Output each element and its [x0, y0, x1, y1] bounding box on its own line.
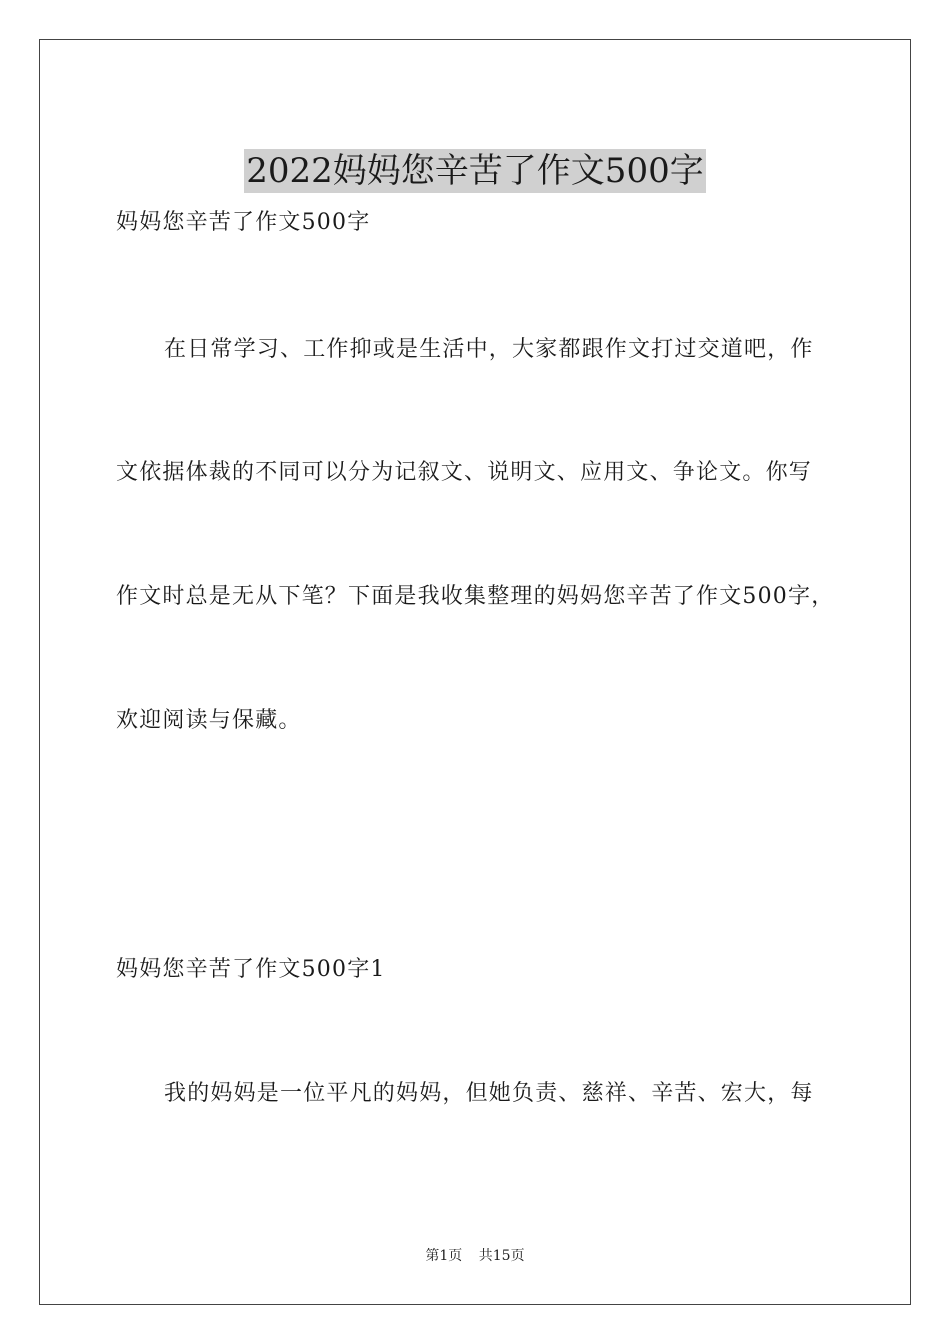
page-footer — [0, 1247, 950, 1265]
document-title: 2022妈妈您辛苦了作文500字 — [246, 150, 704, 191]
paragraph-line: 文依据体裁的不同可以分为记叙文、说明文、应用文、争论文。你写 — [116, 460, 813, 485]
document-subtitle: 妈妈您辛苦了作文500字 — [116, 210, 371, 235]
paragraph-line: 欢迎阅读与保藏。 — [116, 708, 302, 733]
section-heading: 妈妈您辛苦了作文500字1 — [116, 957, 386, 982]
title-container — [0, 126, 950, 216]
page-total: 共15页 — [478, 1248, 525, 1264]
page-number: 第1页 — [425, 1248, 463, 1264]
paragraph-line: 作文时总是无从下笔？下面是我收集整理的妈妈您辛苦了作文500字， — [116, 584, 835, 609]
paragraph-line: 在日常学习、工作抑或是生活中，大家都跟作文打过交道吧，作 — [164, 337, 814, 362]
paragraph-line: 我的妈妈是一位平凡的妈妈，但她负责、慈祥、辛苦、宏大，每 — [164, 1081, 814, 1106]
